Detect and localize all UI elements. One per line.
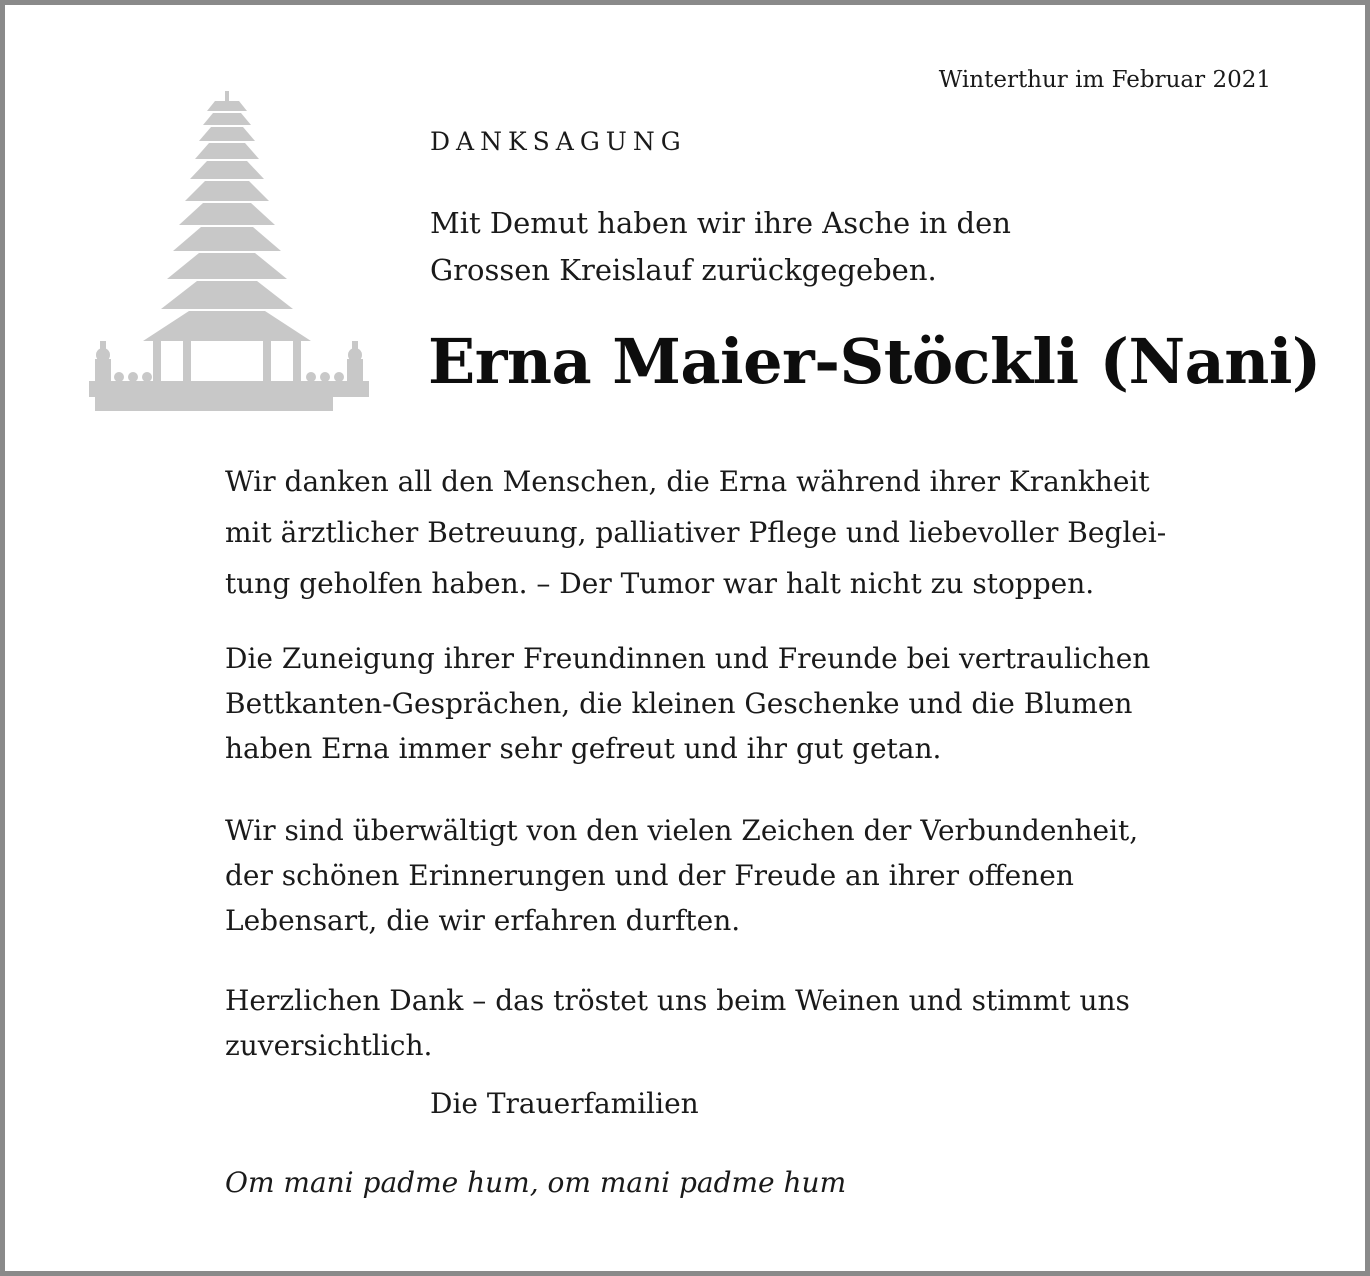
deceased-name: Erna Maier-Stöckli (Nani) <box>428 325 1321 398</box>
paragraph-line: Herzlichen Dank – das tröstet uns beim Weinen und stimmt uns <box>225 984 1130 1017</box>
paragraph-line: Wir sind überwältigt von den vielen Zeichen der Verbundenheit, <box>225 814 1139 847</box>
closing-mantra: Om mani padme hum, om mani padme hum <box>225 1166 847 1199</box>
place-date: Winterthur im Februar 2021 <box>938 67 1271 93</box>
paragraph <box>225 978 1130 1068</box>
signature: Die Trauerfamilien <box>430 1087 699 1120</box>
paragraph-line: Lebensart, die wir erfahren durften. <box>225 904 741 937</box>
paragraph-line: tung geholfen haben. – Der Tumor war halt nicht zu stoppen. <box>225 567 1095 600</box>
paragraph-line: Bettkanten-Gesprächen, die kleinen Geschenke und die Blumen <box>225 687 1133 720</box>
paragraph-line: zuversichtlich. <box>225 1029 433 1062</box>
paragraph <box>225 456 1166 609</box>
paragraph-line: haben Erna immer sehr gefreut und ihr gut getan. <box>225 732 942 765</box>
motto-line: Mit Demut haben wir ihre Asche in den <box>430 206 1011 240</box>
notice-heading: DANKSAGUNG <box>430 127 687 156</box>
paragraph <box>225 636 1150 771</box>
paragraph <box>225 808 1138 943</box>
temple-pagoda-icon <box>89 91 369 413</box>
motto <box>430 200 1011 294</box>
motto-line: Grossen Kreislauf zurückgegeben. <box>430 253 937 287</box>
paragraph-line: Die Zuneigung ihrer Freundinnen und Freunde bei vertraulichen <box>225 642 1151 675</box>
paragraph-line: der schönen Erinnerungen und der Freude an ihrer offenen <box>225 859 1074 892</box>
paragraph-line: Wir danken all den Menschen, die Erna während ihrer Krankheit <box>225 465 1150 498</box>
paragraph-line: mit ärztlicher Betreuung, palliativer Pflege und liebevoller Beglei- <box>225 516 1167 549</box>
